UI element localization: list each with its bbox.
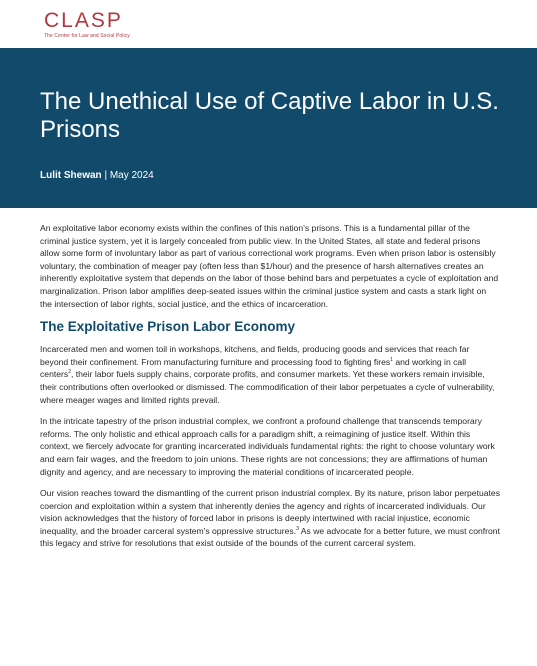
title-banner xyxy=(0,48,537,208)
document-title: The Unethical Use of Captive Labor in U.S. Prisons xyxy=(40,88,499,143)
p3-text-b: As we advocate for a better future, we must confront this legacy and strive for resolutions that exist outside of the bounds of the current carceral system. xyxy=(40,525,500,549)
page-header xyxy=(0,0,537,48)
byline xyxy=(40,170,154,181)
intro-paragraph: An exploitative labor economy exists within the confines of this nation's prisons. This is a fundamental pillar of the criminal justice system, yet it is largely concealed from public view. In the United States, all state and federal prisons allow some form of involuntary labor as part of various correctional work programs. Even when prison labor is ostensibly voluntary, the combination of meager pay (often less than $1/hour) and the presence of harsh alternatives creates an inherently exploitative system that depends on the labor of those behind bars and perpetuates a cycle of exploitation and marginalization. Prison labor amplifies deep-seated issues within the criminal justice system and casts a stark light on the intersection of labor rights, social justice, and the ethics of incarceration. xyxy=(40,223,499,309)
body-paragraph-2: In the intricate tapestry of the prison industrial complex, we confront a profound challenge that transcends temporary reforms. The only holistic and ethical approach calls for a paradigm shift, a reimagining of justice itself. Within this context, we fiercely advocate for granting incarcerated individuals fundamental rights: the right to choose voluntary work and earn fair wages, and the freedom to join unions. These rights are not concessions; they are affirmations of human dignity and agency, and are necessary to improving the material conditions of incarcerated people. xyxy=(40,416,495,477)
publish-date: May 2024 xyxy=(109,170,154,181)
document-body xyxy=(40,222,500,559)
author-name: Lulit Shewan xyxy=(40,170,102,181)
body-paragraph-3 xyxy=(40,487,500,550)
p1-text-c: , their labor fuels supply chains, corporate profits, and consumer markets. Yet these workers remain invisible, their contributions often overlooked or dismissed. The commodification of their labor perpetuates a cycle of vulnerability, where meager wages and limited rights prevail. xyxy=(40,369,495,405)
footnote-ref-3[interactable]: 3 xyxy=(296,526,299,533)
p3-text-a: Our vision reaches toward the dismantling of the current prison industrial complex. By its nature, prison labor perpetuates coercion and exploitation within a system that inherently denies the agency and rights of incarcerated individuals. Our vision acknowledges that the history of forced labor in prisons is deeply intertwined with racial injustice, economic inequality, and the broader carceral system's oppressive structures. xyxy=(40,488,500,536)
logo-tagline: The Center for Law and Social Policy xyxy=(44,33,130,39)
body-paragraph-1 xyxy=(40,343,500,406)
section-heading: The Exploitative Prison Labor Economy xyxy=(40,319,296,335)
logo-wordmark: CLASP xyxy=(44,9,123,32)
p1-text-a: Incarcerated men and women toil in workshops, kitchens, and fields, producing goods and services that reach far beyond their confinement. From manufacturing furniture and processing food to fighting fires xyxy=(40,344,470,367)
p1-text-b: and working in call centers xyxy=(40,356,467,380)
clasp-logo xyxy=(44,10,130,39)
byline-separator: | xyxy=(101,170,110,181)
footnote-ref-2[interactable]: 2 xyxy=(68,369,71,376)
footnote-ref-1[interactable]: 1 xyxy=(390,356,393,363)
